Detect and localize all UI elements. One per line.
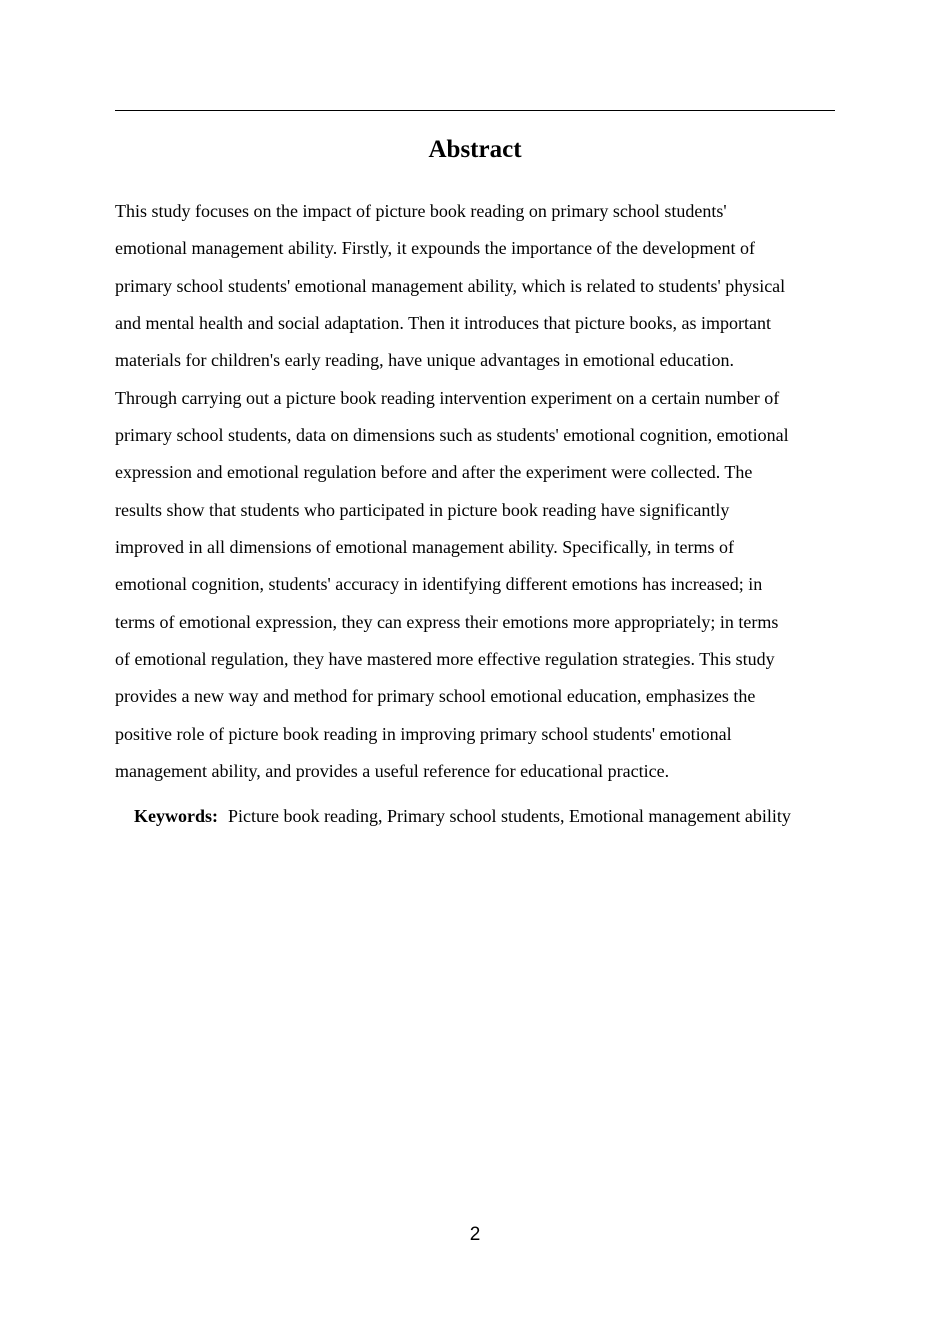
abstract-line: primary school students, data on dimensions such as students' emotional cognition, emotional — [115, 425, 789, 446]
abstract-line: management ability, and provides a useful reference for educational practice. — [115, 761, 670, 782]
abstract-line: This study focuses on the impact of picture book reading on primary school students' — [115, 201, 727, 221]
abstract-line: of emotional regulation, they have mastered more effective regulation strategies. This study — [115, 649, 775, 670]
abstract-line: terms of emotional expression, they can express their emotions more appropriately; in terms — [115, 611, 779, 632]
abstract-line: emotional cognition, students' accuracy in identifying different emotions has increased; in — [115, 574, 763, 595]
page-number: 2 — [469, 1224, 481, 1245]
abstract-title: Abstract — [428, 136, 522, 163]
abstract-line: Through carrying out a picture book reading intervention experiment on a certain number of — [115, 387, 780, 408]
abstract-line: expression and emotional regulation before and after the experiment were collected. The — [115, 462, 753, 483]
header-rule — [115, 110, 835, 111]
abstract-body — [115, 193, 840, 791]
abstract-line: materials for children's early reading, have unique advantages in emotional education. — [115, 350, 735, 371]
abstract-line: and mental health and social adaptation. Then it introduces that picture books, as important — [115, 313, 771, 334]
keywords-value: Picture book reading, Primary school students, Emotional management ability — [228, 806, 791, 826]
abstract-line: positive role of picture book reading in improving primary school students' emotional — [115, 723, 732, 744]
abstract-line: results show that students who participated in picture book reading have significantly — [115, 499, 730, 520]
abstract-line: primary school students' emotional management ability, which is related to students' physical — [115, 275, 786, 296]
abstract-line: emotional management ability. Firstly, it expounds the importance of the development of — [115, 238, 756, 259]
keywords-line — [134, 802, 844, 830]
abstract-line: improved in all dimensions of emotional management ability. Specifically, in terms of — [115, 537, 735, 558]
keywords-label: Keywords: — [134, 806, 218, 826]
abstract-line: provides a new way and method for primary school emotional education, emphasizes the — [115, 686, 756, 707]
